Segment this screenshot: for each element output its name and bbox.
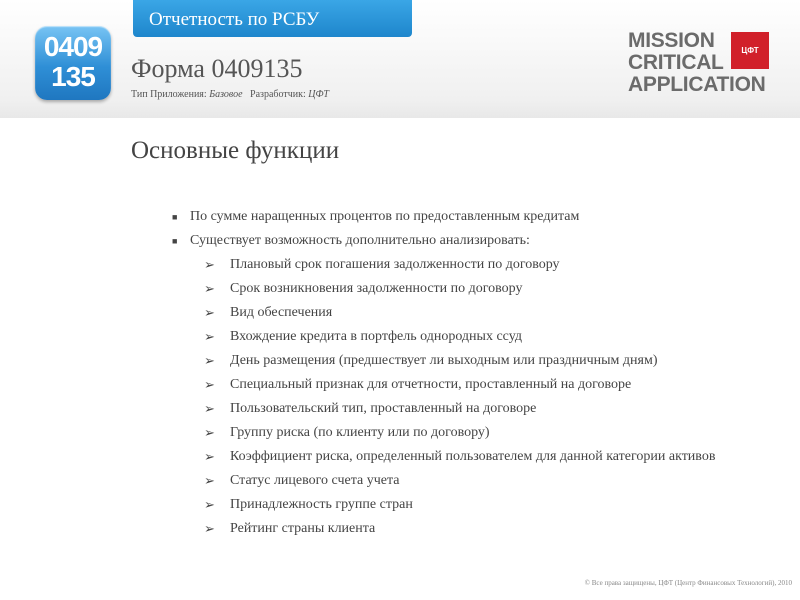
sub-item-text: Специальный признак для отчетности, проставленный на договоре xyxy=(230,377,632,392)
sub-list-item xyxy=(172,256,752,274)
type-label: Тип Приложения: xyxy=(131,89,207,100)
sub-list-item xyxy=(172,448,752,466)
app-meta xyxy=(131,89,329,100)
list-item-text: По сумме наращенных процентов по предоставленным кредитам xyxy=(190,209,580,224)
sub-list-item xyxy=(172,520,752,538)
form-icon-line1: 0409 xyxy=(43,31,103,62)
arrow-bullet-icon: ➢ xyxy=(204,473,215,488)
sub-list-item xyxy=(172,304,752,322)
developer-value: ЦФТ xyxy=(308,89,329,100)
sub-item-text: День размещения (предшествует ли выходным или праздничным дням) xyxy=(230,353,658,368)
sub-item-text: Вхождение кредита в портфель однородных ссуд xyxy=(230,329,522,344)
list-item-text: Существует возможность дополнительно анализировать: xyxy=(190,233,530,248)
arrow-bullet-icon: ➢ xyxy=(204,305,215,320)
arrow-bullet-icon: ➢ xyxy=(204,353,215,368)
form-number-icon xyxy=(35,26,111,100)
section-title: Основные функции xyxy=(131,137,340,164)
copyright-footer: © Все права защищены, ЦФТ (Центр Финансовых Технологий), 2010 xyxy=(584,579,792,587)
arrow-bullet-icon: ➢ xyxy=(204,257,215,272)
list-item xyxy=(172,208,752,226)
sub-list-item xyxy=(172,424,752,442)
arrow-bullet-icon: ➢ xyxy=(204,425,215,440)
arrow-bullet-icon: ➢ xyxy=(204,281,215,296)
list-item xyxy=(172,232,752,250)
sub-list-item xyxy=(172,496,752,514)
sub-item-text: Плановый срок погашения задолженности по договору xyxy=(230,257,560,272)
sub-item-text: Рейтинг страны клиента xyxy=(230,521,376,536)
bullet-square-icon: ■ xyxy=(172,212,178,222)
logo-line3: APPLICATION xyxy=(628,73,766,96)
arrow-bullet-icon: ➢ xyxy=(204,329,215,344)
sub-item-text: Группу риска (по клиенту или по договору) xyxy=(230,425,490,440)
developer-label: Разработчик: xyxy=(250,89,306,100)
form-icon-line2: 135 xyxy=(51,61,95,92)
sub-item-text: Принадлежность группе стран xyxy=(230,497,413,512)
sub-item-text: Пользовательский тип, проставленный на договоре xyxy=(230,401,537,416)
sub-item-text: Статус лицевого счета учета xyxy=(230,473,400,488)
sub-item-text: Срок возникновения задолженности по договору xyxy=(230,281,523,296)
sub-list-item xyxy=(172,352,752,370)
arrow-bullet-icon: ➢ xyxy=(204,449,215,464)
functions-list xyxy=(172,208,752,544)
cft-logo-badge: ЦФТ xyxy=(731,32,769,69)
bullet-square-icon: ■ xyxy=(172,236,178,246)
sub-list-item xyxy=(172,280,752,298)
sub-list-item xyxy=(172,472,752,490)
arrow-bullet-icon: ➢ xyxy=(204,377,215,392)
page-title: Форма 0409135 xyxy=(131,54,303,83)
sub-item-text: Коэффициент риска, определенный пользователем для данной категории активов xyxy=(230,449,716,464)
section-banner: Отчетность по РСБУ xyxy=(133,0,412,37)
sub-item-text: Вид обеспечения xyxy=(230,305,333,320)
type-value: Базовое xyxy=(209,89,243,100)
sub-list-item xyxy=(172,400,752,418)
logo-line1: MISSION xyxy=(628,29,715,52)
arrow-bullet-icon: ➢ xyxy=(204,521,215,536)
sub-list-item xyxy=(172,376,752,394)
arrow-bullet-icon: ➢ xyxy=(204,401,215,416)
arrow-bullet-icon: ➢ xyxy=(204,497,215,512)
sub-list-item xyxy=(172,328,752,346)
logo-line2: CRITICAL xyxy=(628,51,724,74)
